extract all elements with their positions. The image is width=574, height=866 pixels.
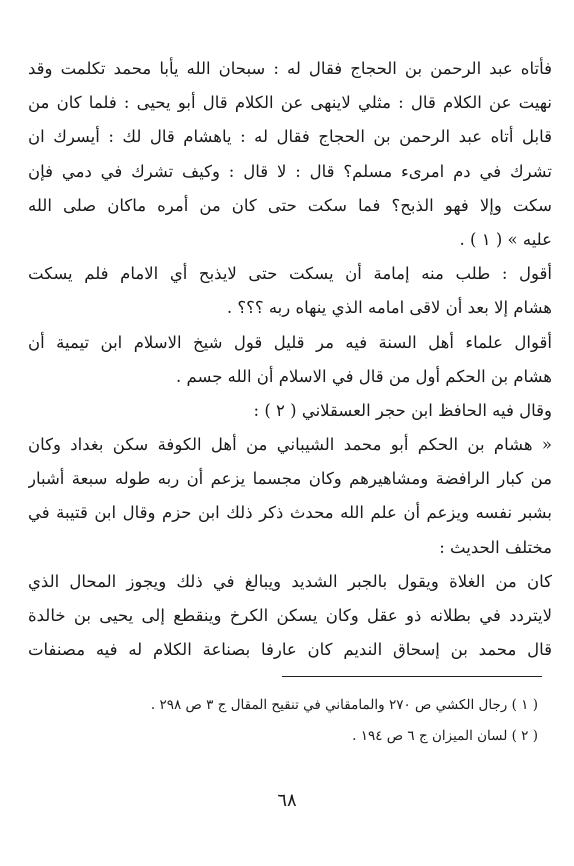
text-line: هشام بن الحكم أول من قال في الاسلام أن الله جسم . (176, 366, 552, 386)
text-line: مختلف الحديث : (439, 537, 552, 557)
page-number: ٦٨ (277, 790, 297, 811)
text-line: أقول : طلب منه إمامة أن يسكت حتى لايذبح أي الامام فلم يسكت (28, 264, 552, 284)
text-line: من كبار الرافضة ومشاهيرهم وكان مجسما يزعم أن ربه طوله سبعة أشبار (28, 469, 552, 489)
text-line: أقوال علماء أهل السنة فيه مر قليل قول شيخ الاسلام ابن تيمية أن (28, 332, 552, 352)
footnote: ( ٢ ) لسان الميزان ج ٦ ص ١٩٤ . (352, 728, 538, 744)
text-line: قابل أتاه عبد الرحمن بن الحجاج فقال له : ياهشام قال لك : أيسرك ان (28, 127, 552, 147)
text-line: كان من الغلاة ويقول بالجبر الشديد ويبالغ في ذلك ويجوز المحال الذي (28, 571, 552, 591)
text-line: وقال فيه الحافظ ابن حجر العسقلاني ( ٢ ) : (253, 400, 552, 420)
text-line: نهيت عن الكلام قال : مثلي لاينهى عن الكلام قال أبو يحيى : فلما كان من (28, 93, 552, 113)
footnotes (28, 690, 538, 752)
text-line: لايتردد في بطلانه ذو عقل وكان يسكن الكرخ وينقطع إلى يحيى بن خالدة (28, 606, 552, 625)
text-line: سكت وإلا فهو الذبح؟ فما سكت حتى كان من أمره ماكان صلى الله (28, 195, 552, 215)
text-line: قال محمد بن إسحاق النديم كان عارفا بصناعة الكلام له فيه مصنفات (28, 640, 552, 660)
text-line: « هشام بن الحكم أبو محمد الشيباني من أهل الكوفة سكن بغداد وكان (28, 435, 552, 455)
footnote: ( ١ ) رجال الكشي ص ٢٧٠ والمامقاني في تنقيح المقال ج ٣ ص ٢٩٨ . (150, 697, 538, 713)
main-text (28, 52, 552, 667)
text-line: تشرك في دم امرىء مسلم؟ قال : لا قال : وكيف تشرك في دمي فإن (28, 161, 552, 181)
footnote-divider (282, 676, 542, 677)
text-line: بشبر نفسه ويزعم أن علم الله محدث ذكر ذلك ابن حزم وقال ابن قتيبة في (28, 503, 552, 523)
text-line: عليه » ( ١ ) . (459, 229, 552, 249)
text-line: هشام إلا بعد أن لاقى امامه الذي ينهاه ربه ؟؟؟ . (226, 298, 552, 318)
text-line: فأتاه عبد الرحمن بن الحجاج فقال له : سبحان الله يأبا محمد تكلمت وقد (28, 59, 552, 78)
